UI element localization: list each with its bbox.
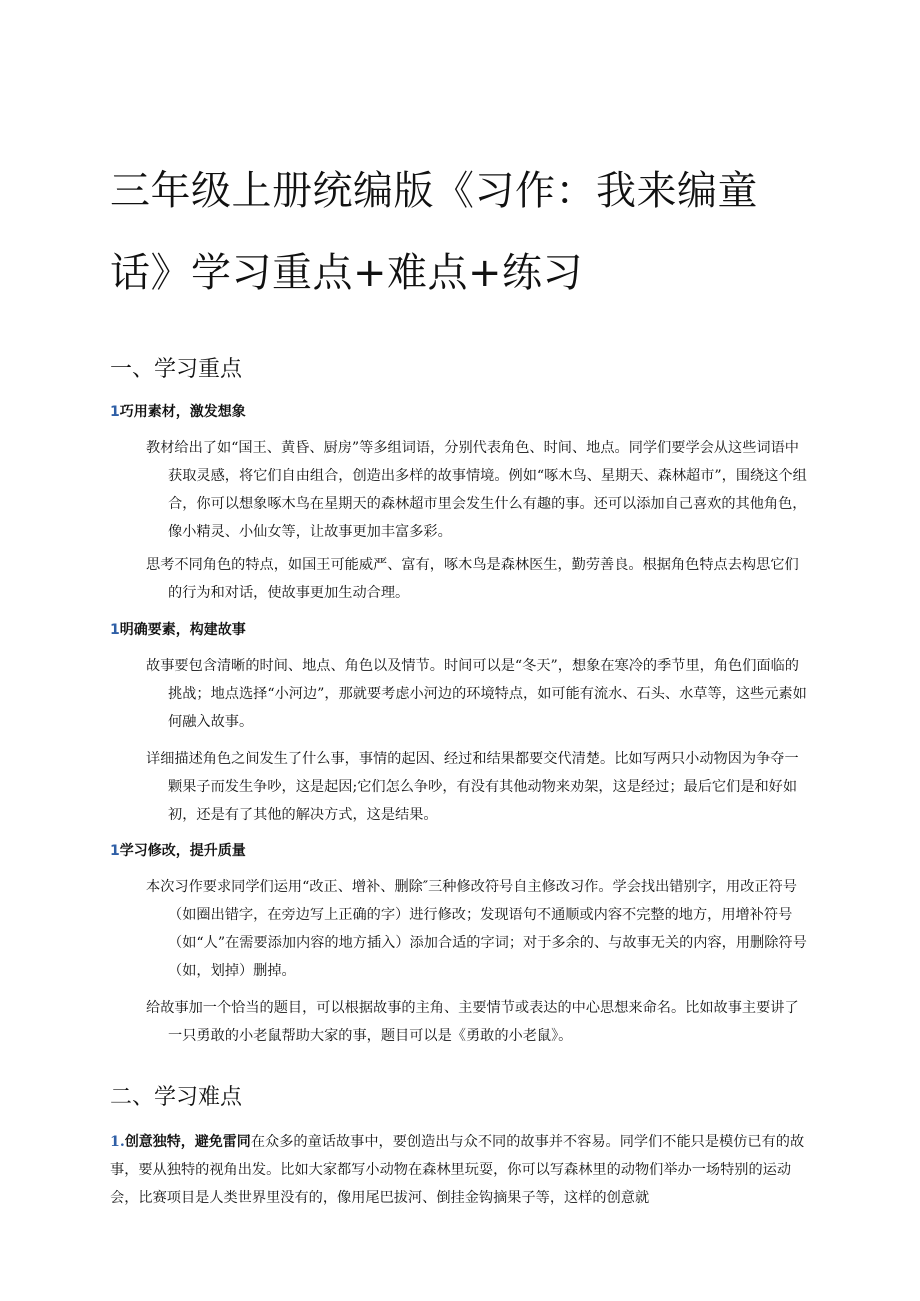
key-point-1-number: 1: [110, 404, 120, 420]
key-point-1-paragraph-2: 思考不同角色的特点，如国王可能威严、富有，啄木鸟是森林医生，勤劳善良。根据角色特点去构思它们的行为和对话，使故事更加生动合理。: [146, 557, 799, 601]
key-point-3-heading: [110, 841, 246, 861]
section2-heading: 二、学习难点: [110, 1085, 243, 1110]
key-point-3-number: 1: [110, 843, 120, 859]
difficulty-1-label: 创意独特，避免雷同: [124, 1134, 251, 1150]
key-point-2-number: 1: [110, 622, 120, 638]
key-point-1-label: 巧用素材，激发想象: [119, 404, 246, 420]
difficulty-1-text: 在众多的童话故事中，要创造出与众不同的故事并不容易。同学们不能只是模仿已有的故事，要从独特的视角出发。比如大家都写小动物在森林里玩耍，你可以写森林里的动物们举办一场特别的运动会，比赛项目是人类世界里没有的，像用尾巴拔河、倒挂金钩摘果子等，这样的创意就: [110, 1134, 805, 1206]
key-point-3-paragraph-2: 给故事加一个恰当的题目，可以根据故事的主角、主要情节或表达的中心思想来命名。比如故事主要讲了一只勇敢的小老鼠帮助大家的事，题目可以是《勇敢的小老鼠》。: [146, 1000, 799, 1044]
key-point-3-paragraph-1: 本次习作要求同学们运用“改正、增补、删除″三种修改符号自主修改习作。学会找出错别字，用改正符号（如圈出错字，在旁边写上正确的字）进行修改；发现语句不通顺或内容不完整的地方，用增补符号（如“人”在需要添加内容的地方插入）添加合适的字词；对于多余的、与故事无关的内容，用删除符号（如，划掉）删掉。: [146, 879, 807, 979]
key-point-2-paragraph-2: 详细描述角色之间发生了什么事，事情的起因、经过和结果都要交代清楚。比如写两只小动物因为争夺一颗果子而发生争吵，这是起因;它们怎么争吵，有没有其他动物来劝架，这是经过；最后它们是和好如初，还是有了其他的解决方式，这是结果。: [146, 751, 799, 823]
document-title: 三年级上册统编版《习作：我来编童话》学习重点+难点+练习: [110, 168, 758, 296]
key-point-3-label: 学习修改，提升质量: [119, 843, 246, 859]
key-point-1-paragraph-1: 教材给出了如“国王、黄昏、厨房”等多组词语，分别代表角色、时间、地点。同学们要学会从这些词语中获取灵感，将它们自由组合，创造出多样的故事情境。例如“啄木鸟、星期天、森林超市”，围绕这个组合，你可以想象啄木鸟在星期天的森林超市里会发生什么有趣的事。还可以添加自己喜欢的其他角色，像小精灵、小仙女等，让故事更加丰富多彩。: [146, 440, 807, 540]
key-point-2-label: 明确要素，构建故事: [119, 622, 246, 638]
key-point-2-paragraph-1: 故事要包含清晰的时间、地点、角色以及情节。时间可以是“冬天”，想象在寒冷的季节里，角色们面临的挑战；地点选择“小河边”，那就要考虑小河边的环境特点，如可能有流水、石头、水草等，这些元素如何融入故事。: [146, 658, 807, 730]
key-point-2-heading: [110, 620, 246, 640]
section1-heading: 一、学习重点: [110, 357, 243, 382]
key-point-1-heading: [110, 402, 246, 422]
difficulty-1-number: 1.: [110, 1134, 125, 1150]
difficulty-1-paragraph: [110, 1128, 810, 1212]
